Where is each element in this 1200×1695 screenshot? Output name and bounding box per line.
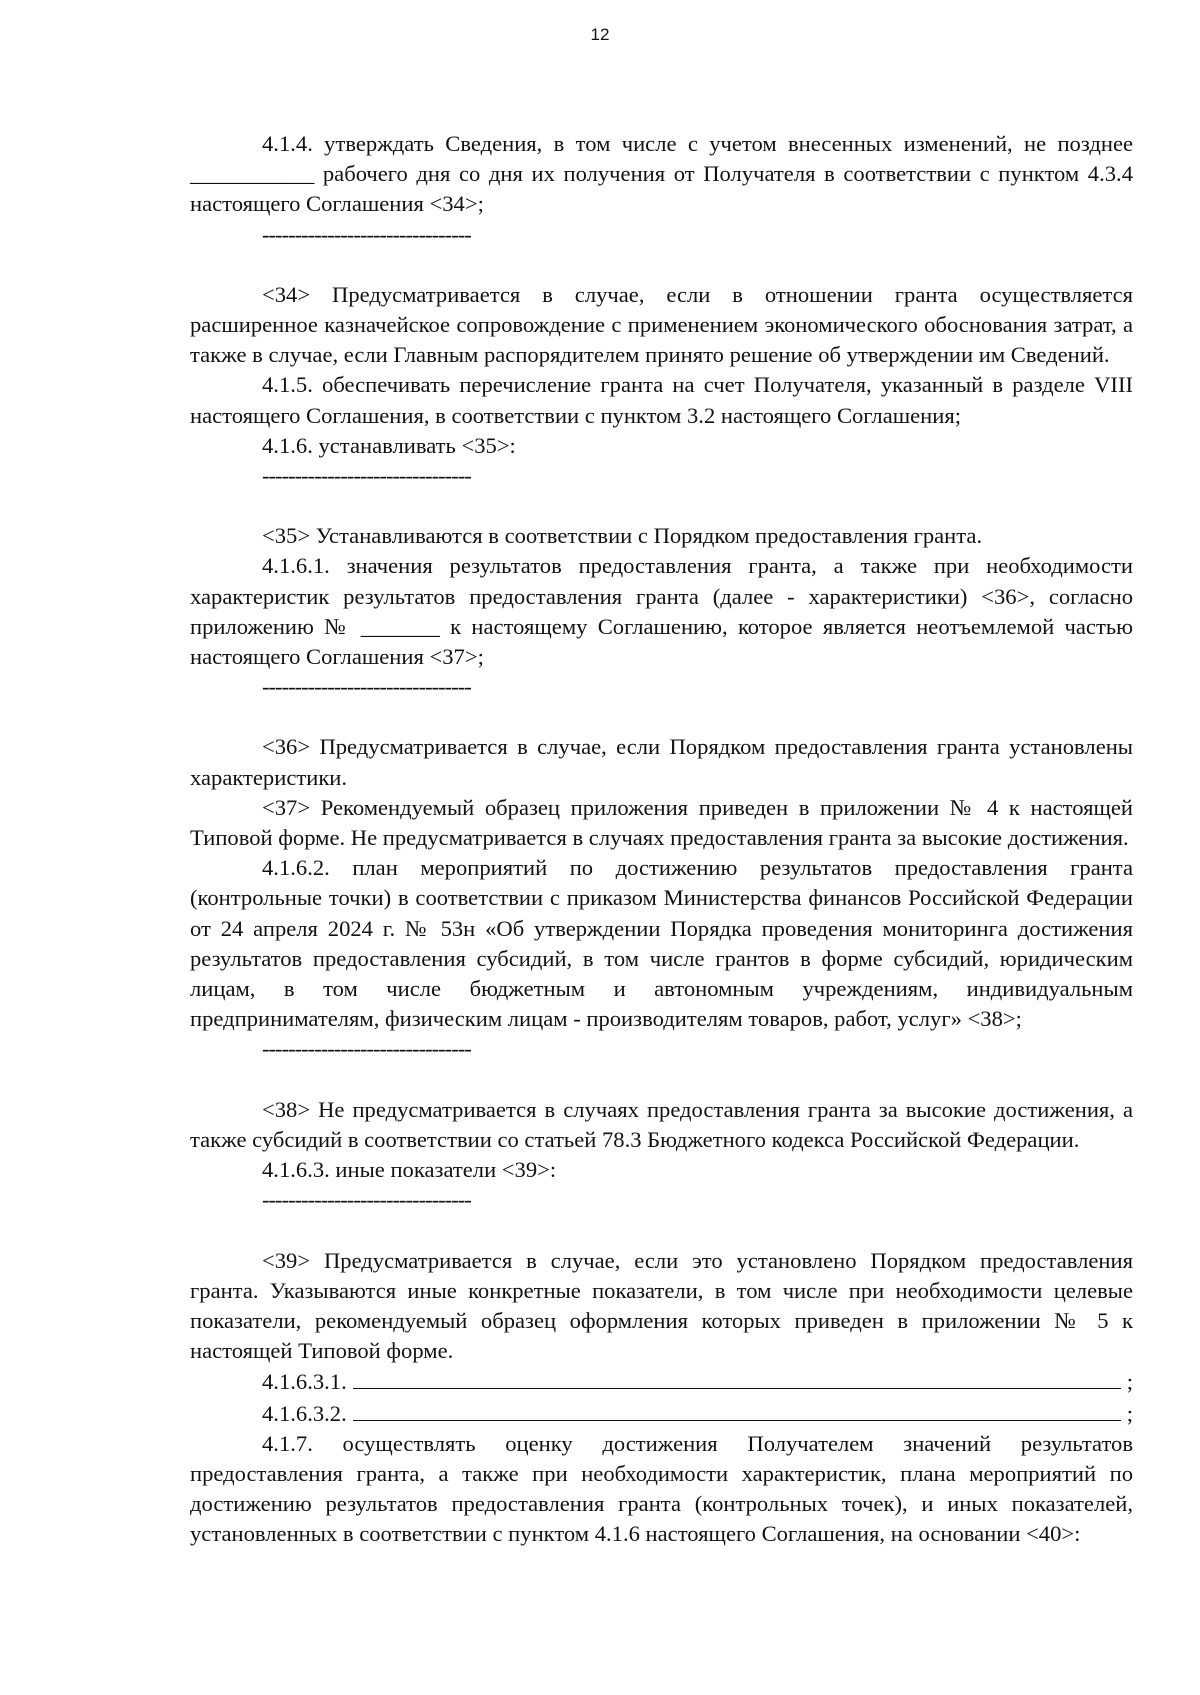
footnote-separator: -------------------------------- bbox=[262, 674, 471, 700]
spacer bbox=[190, 250, 1133, 280]
clause-4-1-6-1: 4.1.6.1. значения результатов предоставления гранта, а также при необходимости характеристик результатов предоставления гранта (далее - характеристики) <36>, согласно приложению № _______ к настоящему Соглашению, которое является неотъемлемой частью настоящего Соглашения <37>; bbox=[190, 553, 1133, 670]
footnote-separator: -------------------------------- bbox=[262, 1036, 471, 1062]
document-body bbox=[190, 129, 1133, 1550]
clause-4-1-6-3-1 bbox=[262, 1366, 1133, 1397]
footnote-39: <39> Предусматривается в случае, если это установлено Порядком предоставления гранта. Указываются иные конкретные показатели, в том числе при необходимости целевые показатели, рекомендуемый образец оформления которых приведен в приложении № 5 к настоящей Типовой форме. bbox=[190, 1247, 1133, 1364]
footnote-36: <36> Предусматривается в случае, если Порядком предоставления гранта установлены характеристики. bbox=[190, 734, 1133, 790]
footnote-37: <37> Рекомендуемый образец приложения приведен в приложении № 4 к настоящей Типовой форме. Не предусматривается в случаях предоставления гранта за высокие достижения. bbox=[190, 794, 1133, 851]
spacer bbox=[190, 1065, 1133, 1095]
clause-4-1-7: 4.1.7. осуществлять оценку достижения Получателем значений результатов предоставления гранта, а также при необходимости характеристик, плана мероприятий по достижению результатов предоставления гранта (контрольных точек), и иных показателей, установленных в соответствии с пунктом 4.1.6 настоящего Соглашения, на основании <40>: bbox=[190, 1430, 1133, 1547]
clause-4-1-5: 4.1.5. обеспечивать перечисление гранта на счет Получателя, указанный в разделе VIII настоящего Соглашения, в соответствии с пунктом 3.2 настоящего Соглашения; bbox=[190, 372, 1133, 428]
clause-4-1-6-3-2 bbox=[262, 1398, 1133, 1429]
spacer bbox=[190, 702, 1133, 732]
clause-4-1-6-2: 4.1.6.2. план мероприятий по достижению результатов предоставления гранта (контрольные точки) в соответствии с приказом Министерства финансов Российской Федерации от 24 апреля 2024 г. № 53н «Об утверждении Порядка проведения мониторинга достижения результатов предоставления субсидий, в том числе грантов в форме субсидий, юридическим лицам, в том числе бюджетным и автономным учреждениям, индивидуальным предпринимателям, физическим лицам - производителям товаров, работ, услуг» <38>; bbox=[190, 855, 1133, 1032]
clause-4-1-4: 4.1.4. утверждать Сведения, в том числе с учетом внесенных изменений, не позднее ___________ рабочего дня со дня их получения от Получателя в соответствии с пунктом 4.3.4 настоящего Соглашения <34>; bbox=[190, 131, 1133, 217]
clause-label: 4.1.6.3.1. bbox=[262, 1369, 347, 1395]
footnote-separator: -------------------------------- bbox=[262, 1187, 471, 1213]
footnote-separator: -------------------------------- bbox=[262, 463, 471, 489]
clause-end: ; bbox=[1126, 1400, 1133, 1426]
clause-label: 4.1.6.3.2. bbox=[262, 1400, 347, 1426]
footnote-38: <38> Не предусматривается в случаях предоставления гранта за высокие достижения, а также субсидий в соответствии со статьей 78.3 Бюджетного кодекса Российской Федерации. bbox=[190, 1096, 1133, 1152]
spacer bbox=[190, 491, 1133, 521]
clause-4-1-6-3: 4.1.6.3. иные показатели <39>: bbox=[262, 1157, 557, 1183]
footnote-separator: -------------------------------- bbox=[262, 221, 471, 247]
fill-in-blank[interactable] bbox=[353, 1398, 1121, 1421]
footnote-35: <35> Устанавливаются в соответствии с Порядком предоставления гранта. bbox=[262, 523, 983, 549]
clause-end: ; bbox=[1126, 1369, 1133, 1395]
spacer bbox=[190, 1216, 1133, 1246]
fill-in-blank[interactable] bbox=[353, 1366, 1121, 1389]
page-number: 12 bbox=[590, 25, 610, 44]
clause-4-1-6: 4.1.6. устанавливать <35>: bbox=[262, 432, 516, 458]
footnote-34: <34> Предусматривается в случае, если в отношении гранта осуществляется расширенное казначейское сопровождение с применением экономического обоснования затрат, а также в случае, если Главным распорядителем принято решение об утверждении им Сведений. bbox=[190, 281, 1133, 368]
